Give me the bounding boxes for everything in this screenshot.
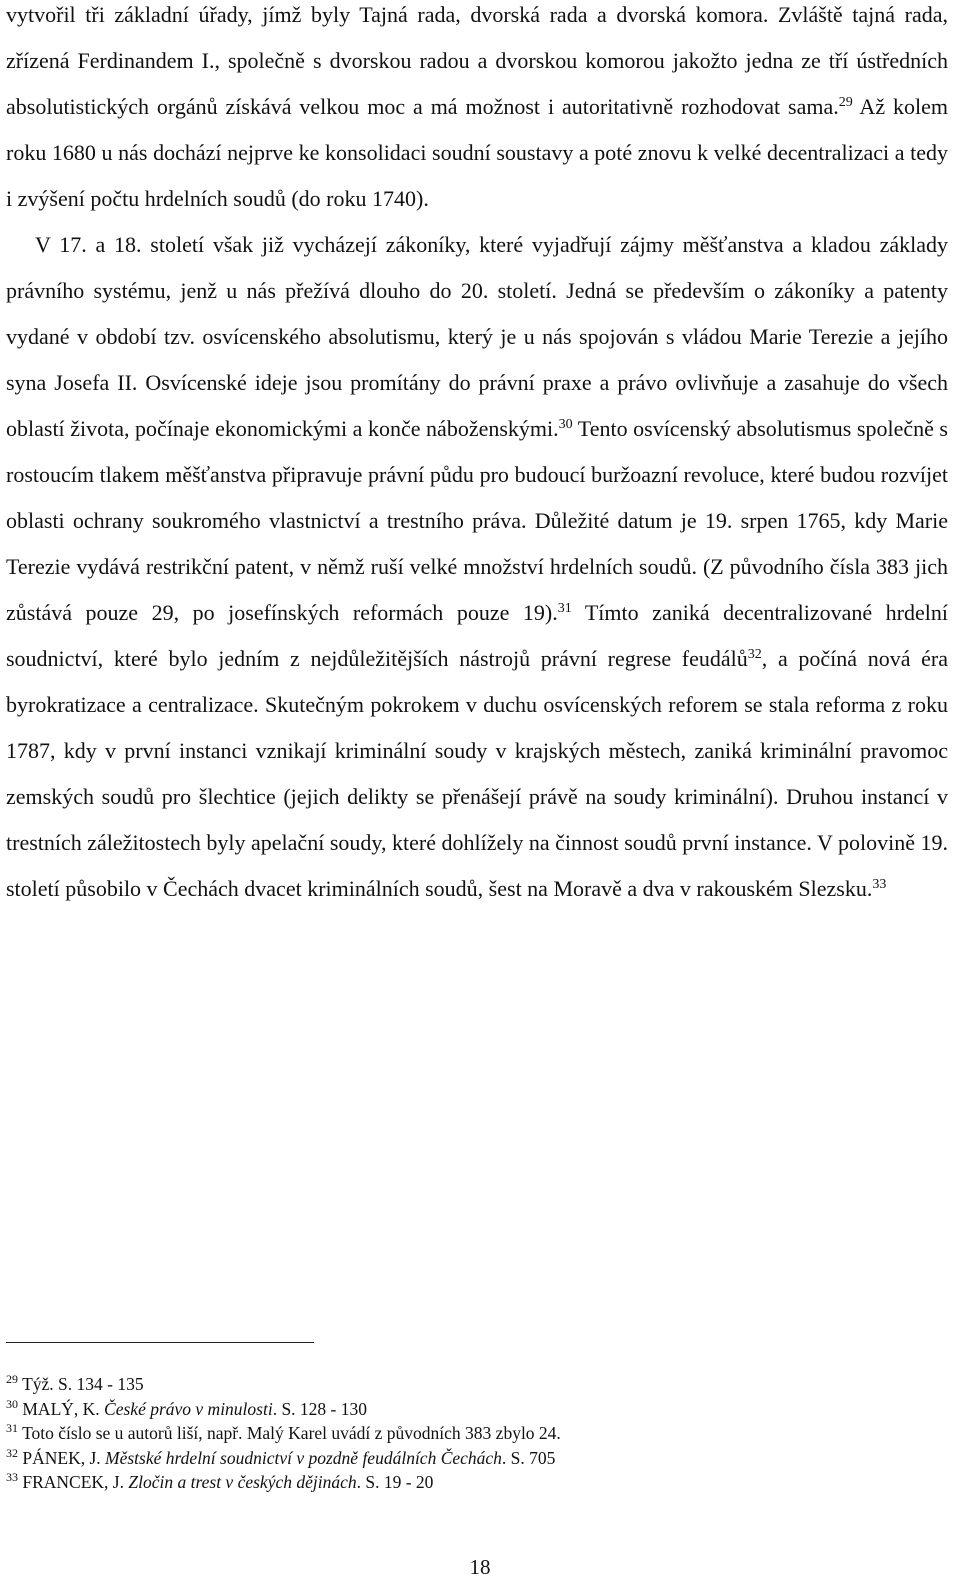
footnote-reference[interactable]: 32 (747, 647, 762, 662)
footnote-number: 29 (6, 1372, 18, 1386)
footnote-pages: . S. 19 - 20 (356, 1472, 434, 1492)
footnote-reference[interactable]: 33 (872, 877, 887, 892)
footnotes (6, 1372, 946, 1495)
footnote (6, 1397, 946, 1422)
footnote-reference[interactable]: 29 (838, 95, 853, 110)
footnote-author: FRANCEK, J. (22, 1472, 129, 1492)
footnote (6, 1446, 946, 1471)
footnote-text: Toto číslo se u autorů liší, např. Malý Karel uvádí z původních 383 zbylo 24. (22, 1423, 561, 1443)
footnote-title: České právo v minulosti (104, 1398, 273, 1419)
footnote-number: 33 (6, 1470, 18, 1484)
footnote (6, 1421, 946, 1446)
footnote-author: MALÝ, K. (22, 1398, 105, 1419)
footnote-pages: . S. 705 (501, 1447, 556, 1468)
footnote-text: Týž. S. 134 - 135 (22, 1374, 144, 1394)
page-number: 18 (469, 1555, 491, 1579)
footnote-number: 30 (6, 1396, 18, 1411)
footnote-number: 31 (6, 1421, 18, 1435)
paragraph (6, 222, 948, 912)
paragraph-text: vytvořil tři základní úřady, jímž byly Tajná rada, dvorská rada a dvorská komora. Zvláště tajná rada, zřízená Ferdinandem I., společně s dvorskou radou a dvorskou komorou jakožto jedna ze tří ústředních absolutistických orgánů získává velkou moc a má možnost i autoritativně rozhodovat sama. (6, 2, 948, 119)
footnote-reference[interactable]: 30 (558, 417, 573, 432)
paragraph-text: V 17. a 18. století však již vycházejí zákoníky, které vyjadřují zájmy měšťanstva a kladou základy právního systému, jenž u nás přežívá dlouho do 20. století. Jedná se především o zákoníky a patenty vydané v období tzv. osvícenského absolutismu, který je u nás spojován s vládou Marie Terezie a jejího syna Josefa II. Osvícenské ideje jsou promítány do právní praxe a právo ovlivňuje a zasahuje do všech oblastí života, počínaje ekonomickými a konče náboženskými. (6, 232, 948, 441)
paragraph-text: , a počíná nová éra byrokratizace a centralizace. Skutečným pokrokem v duchu osvícenských reforem se stala reforma z roku 1787, kdy v první instanci vznikají kriminální soudy v krajských městech, zaniká kriminální pravomoc zemských soudů pro šlechtice (jejich delikty se přenášejí právě na soudy kriminální). Druhou instancí v trestních záležitostech byly apelační soudy, které dohlížely na činnost soudů první instance. V polovině 19. století působilo v Čechách dvacet kriminálních soudů, šest na Moravě a dva v rakouském Slezsku. (6, 646, 948, 901)
footnote-separator (6, 1342, 314, 1343)
footnote-author: PÁNEK, J. (22, 1447, 106, 1468)
body-text (6, 0, 948, 912)
footnote-pages: . S. 128 - 130 (272, 1398, 368, 1419)
footnote-reference[interactable]: 31 (557, 601, 572, 616)
paragraph (6, 0, 948, 222)
footnote-number: 32 (6, 1445, 18, 1460)
footnote (6, 1470, 946, 1495)
paragraph-text: Tento osvícenský absolutismus společně s rostoucím tlakem měšťanstva připravuje právní půdu pro budoucí buržoazní revoluce, které budou rozvíjet oblasti ochrany soukromého vlastnictví a trestního práva. Důležité datum je 19. srpen 1765, kdy Marie Terezie vydává restrikční patent, v němž ruší velké množství hrdelních soudů. (Z původního čísla 383 jich zůstává pouze 29, po josefínských reformách pouze 19). (6, 416, 948, 625)
paragraph-text: Tímto zaniká decentralizované hrdelní soudnictví, které bylo jedním z nejdůležitějších nástrojů právní regrese feudálů (6, 600, 948, 671)
footnote-title: Městské hrdelní soudnictví v pozdně feudálních Čechách (105, 1447, 502, 1468)
footnote (6, 1372, 946, 1397)
paragraph-text: Až kolem roku 1680 u nás dochází nejprve ke konsolidaci soudní soustavy a poté znovu k velké decentralizaci a tedy i zvýšení počtu hrdelních soudů (do roku 1740). (6, 94, 948, 211)
footnote-title: Zločin a trest v českých dějinách (128, 1472, 357, 1492)
